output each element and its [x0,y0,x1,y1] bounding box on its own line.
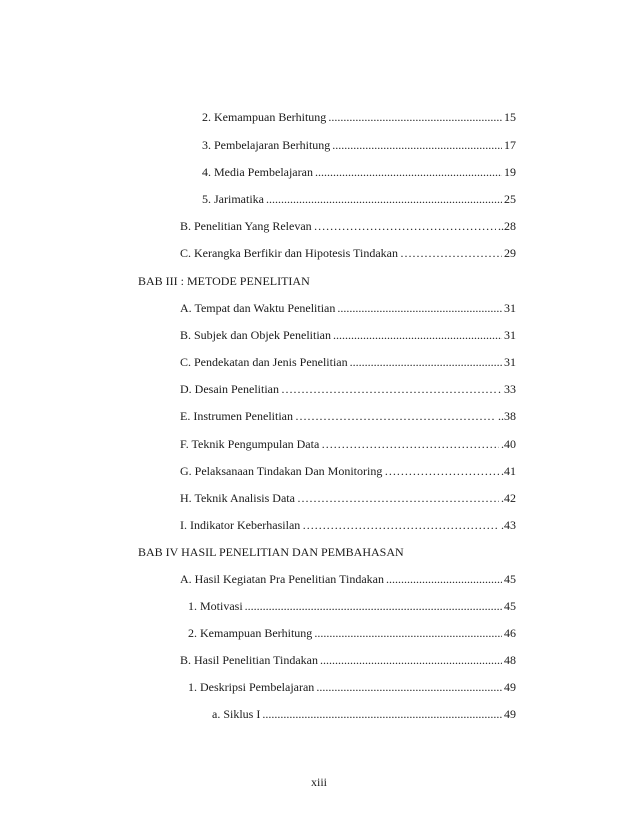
dot-leader [328,110,502,124]
toc-entry-title: D. Desain Penelitian [180,382,279,396]
toc-entry-page: 19 [504,165,516,179]
dot-leader [333,328,502,342]
toc-entry-page: 25 [504,192,516,206]
toc-entry-title: C. Pendekatan dan Jenis Penelitian [180,355,348,369]
toc-entry-page: 31 [504,301,516,315]
dot-leader [245,599,502,613]
dot-leader [266,192,502,206]
toc-entry-title: G. Pelaksanaan Tindakan Dan Monitoring [180,464,383,478]
dot-leader [400,246,502,260]
toc-entry-title: 1. Motivasi [188,599,243,613]
toc-entry [188,680,516,694]
toc-entry-page: 17 [504,138,516,152]
dot-leader [314,219,496,233]
toc-entry-title: E. Instrumen Penelitian [180,409,293,423]
toc-entry-title: C. Kerangka Berfikir dan Hipotesis Tindakan [180,246,398,260]
toc-entry [180,382,516,396]
dot-leader [350,355,502,369]
dot-leader [295,409,496,423]
toc-entry-title: A. Hasil Kegiatan Pra Penelitian Tindakan [180,572,384,586]
toc-entry [188,599,516,613]
chapter-heading-bab-3: BAB III : METODE PENELITIAN [138,274,310,288]
dot-leader [314,626,502,640]
dot-leader [384,464,499,478]
toc-entry [180,301,516,315]
toc-entry-title: F. Teknik Pengumpulan Data [180,437,320,451]
toc-entry-title: 5. Jarimatika [202,192,264,206]
toc-entry-title: 1. Deskripsi Pembelajaran [188,680,315,694]
chapter-heading-bab-4: BAB IV HASIL PENELITIAN DAN PEMBAHASAN [138,545,404,559]
toc-entry-title: 2. Kemampuan Berhitung [202,110,327,124]
dot-leader [297,491,499,505]
toc-entry-page: 48 [504,653,516,667]
dot-leader [316,680,502,694]
toc-entry-page: 46 [504,626,516,640]
toc-entry-page: 31 [504,355,516,369]
toc-entry-title: B. Penelitian Yang Relevan [180,219,312,233]
toc-entry [180,437,516,451]
toc-entry-title: a. Siklus I [212,707,261,721]
toc-entry-page: ..38 [498,409,516,423]
toc-entry [202,110,516,124]
toc-entry-title: 4. Media Pembelajaran [202,165,313,179]
dot-leader [302,518,499,532]
toc-entry-page: 45 [504,572,516,586]
toc-entry-page: .41 [501,464,516,478]
dot-leader [332,138,502,152]
toc-entry-title: 3. Pembelajaran Berhitung [202,138,331,152]
toc-entry-page: 49 [504,707,516,721]
toc-entry-page: .43 [501,518,516,532]
toc-entry-title: 2. Kemampuan Berhitung [188,626,313,640]
dot-leader [281,382,496,396]
toc-entry-title: B. Subjek dan Objek Penelitian [180,328,331,342]
dot-leader [386,572,502,586]
toc-entry [180,246,516,260]
toc-entry-page: ..28 [498,219,516,233]
toc-entry [180,464,516,478]
toc-entry-page: 45 [504,599,516,613]
toc-entry-page: .40 [501,437,516,451]
toc-entry [212,707,516,721]
toc-entry [180,355,516,369]
dot-leader [321,437,499,451]
toc-entry [188,626,516,640]
toc-entry [180,653,516,667]
toc-entry-title: I. Indikator Keberhasilan [180,518,301,532]
dot-leader [320,653,502,667]
dot-leader [337,301,502,315]
toc-entry-page: . 33 [498,382,516,396]
toc-entry [180,572,516,586]
dot-leader [315,165,502,179]
toc-entry-title: H. Teknik Analisis Data [180,491,295,505]
toc-entry-page: .42 [501,491,516,505]
toc-entry [180,491,516,505]
toc-entry-title: B. Hasil Penelitian Tindakan [180,653,318,667]
toc-entry [180,219,516,233]
dot-leader [262,707,502,721]
toc-entry [202,192,516,206]
toc-entry [202,165,516,179]
toc-entry [180,409,516,423]
toc-entry-page: 15 [504,110,516,124]
toc-entry-page: 49 [504,680,516,694]
page-number: xiii [310,775,327,789]
toc-entry-title: A. Tempat dan Waktu Penelitian [180,301,336,315]
toc-entry [180,518,516,532]
toc-entry [180,328,516,342]
toc-entry-page: 29 [504,246,516,260]
toc-entry-page: 31 [504,328,516,342]
toc-entry [202,138,516,152]
